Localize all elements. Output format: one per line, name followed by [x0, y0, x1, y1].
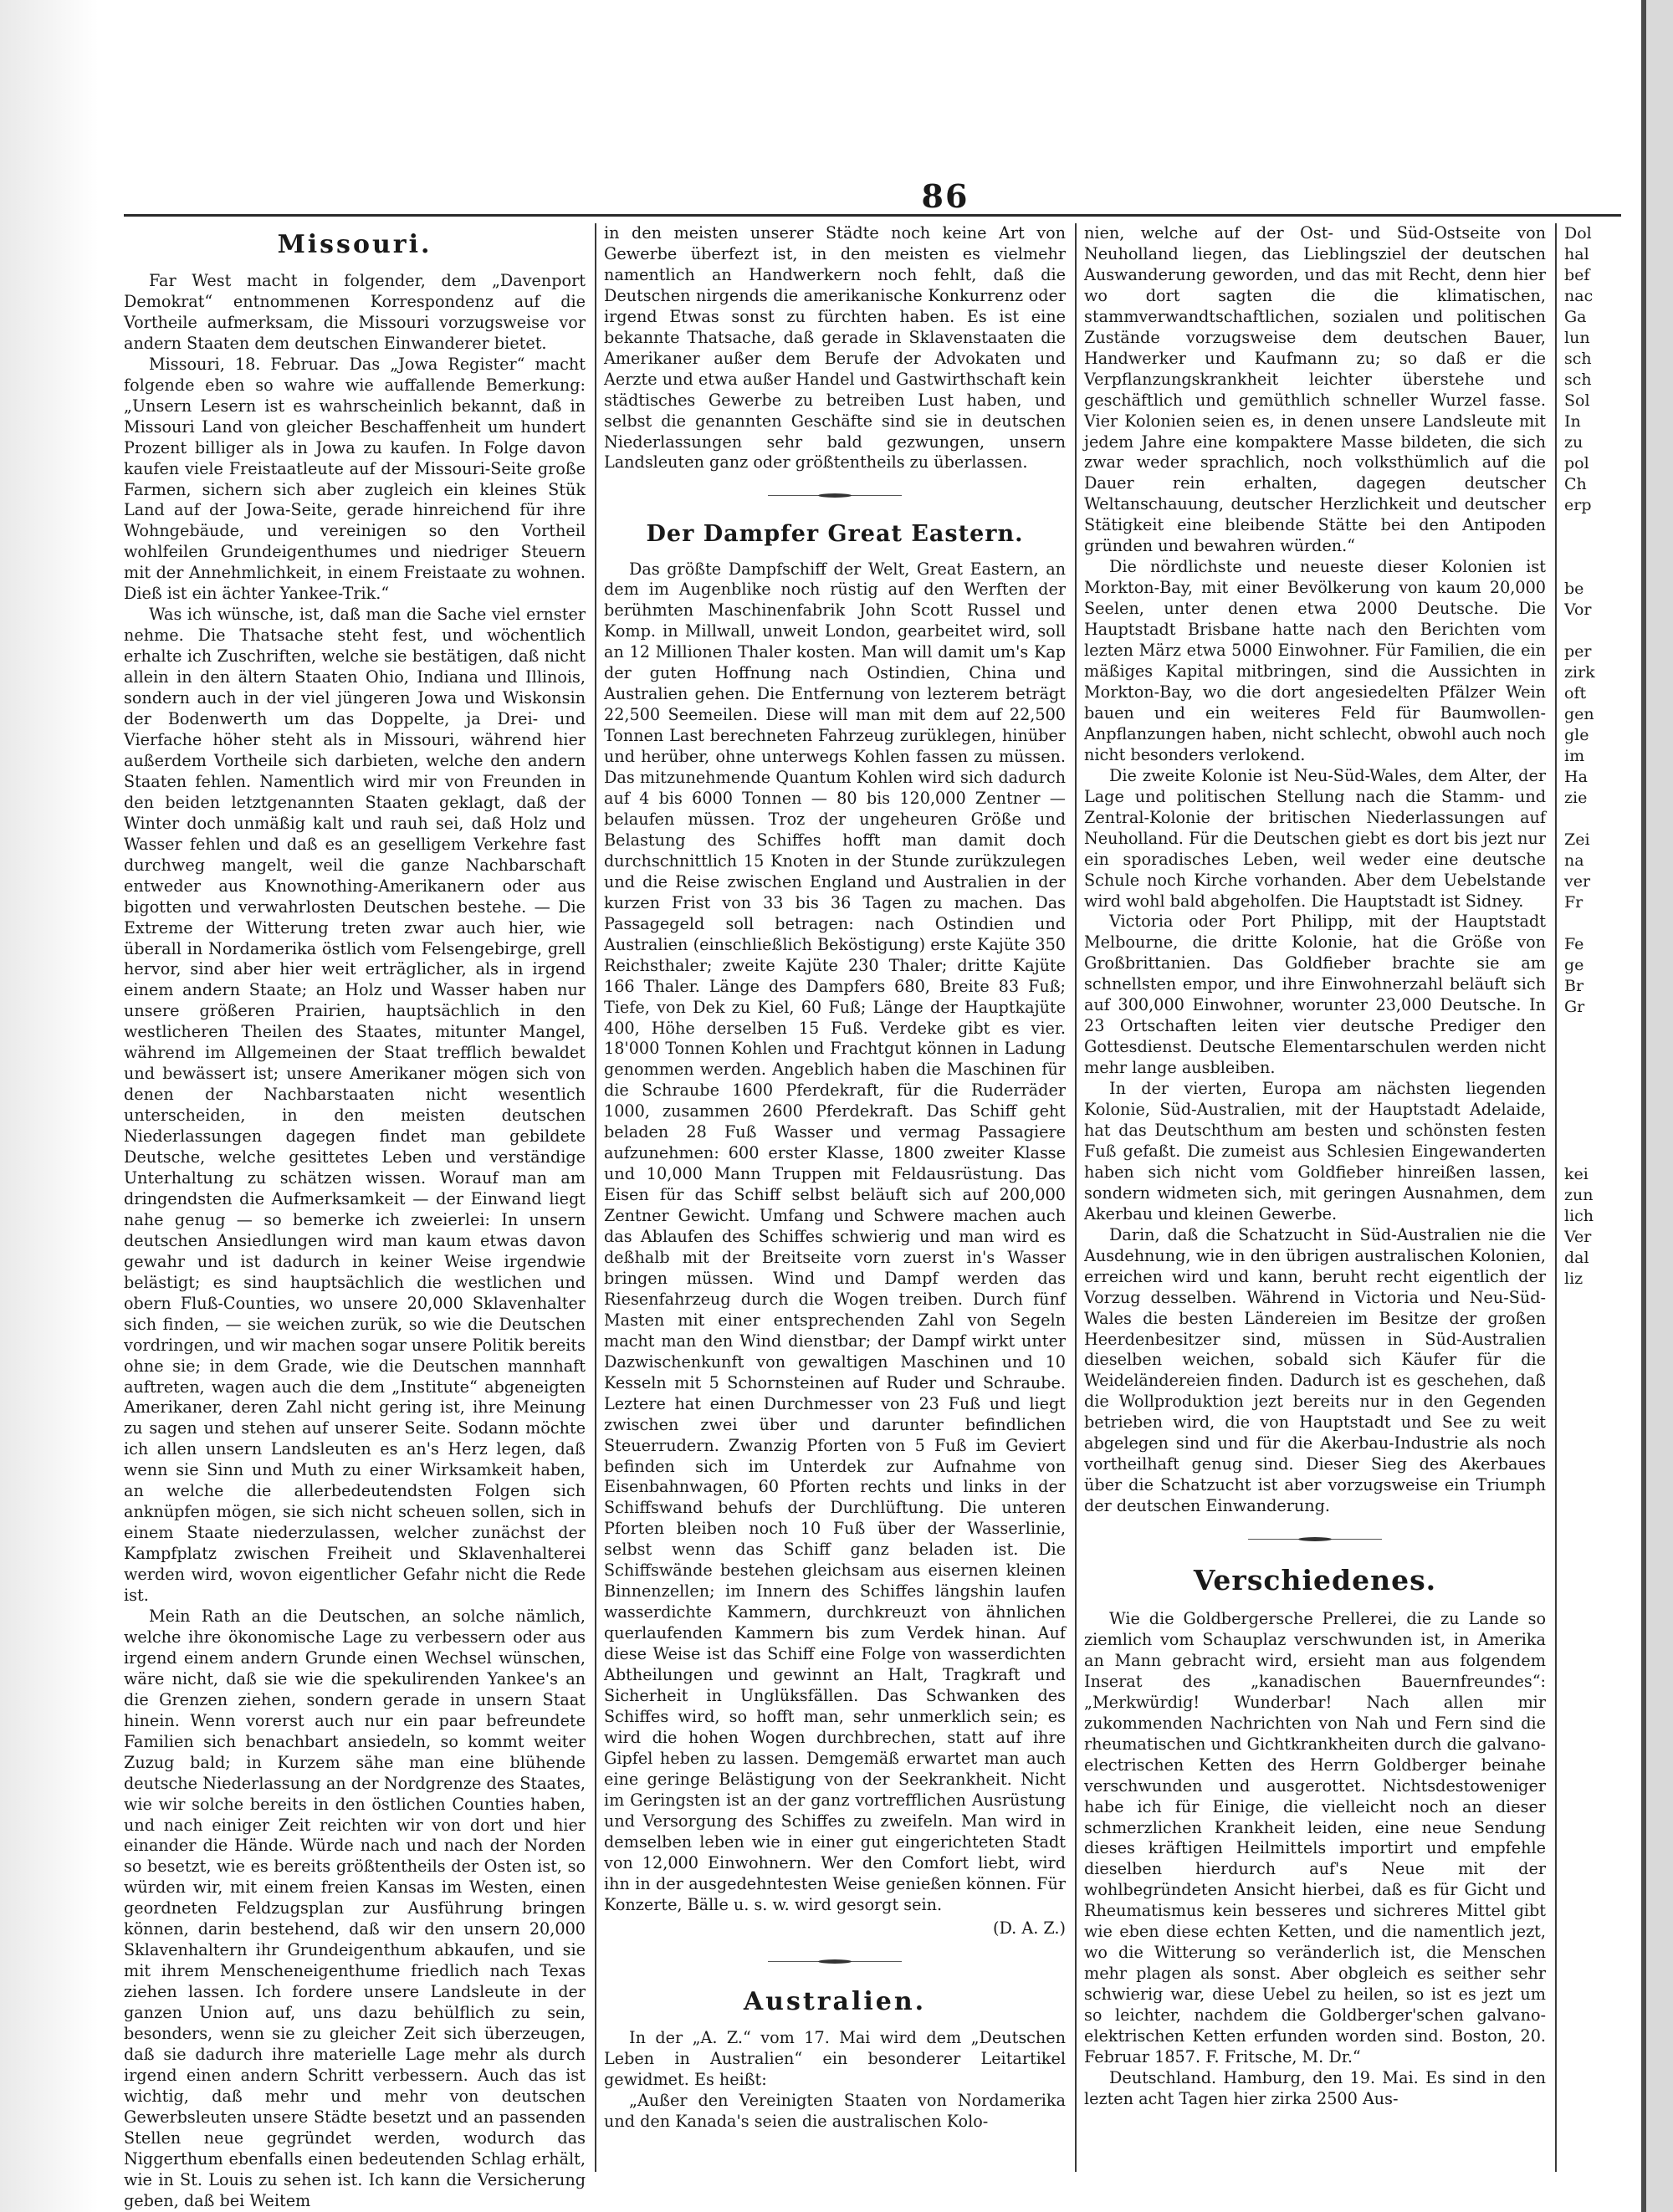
column-4-fragment: bef [1564, 266, 1590, 284]
column-4-fragment: In [1564, 412, 1581, 431]
article-paragraph: Darin, daß die Schatzucht in Süd-Australien nie die Ausdehnung, wie in den übrigen australischen Kolonien, erreichen wird und kann, beruht recht eigentlich der Vorzug desselben. Während in Victoria und Neu-Süd-Wales die besten Ländereien im Besitze der großen Heerdenbesitzer sind, müssen in Süd-Australien dieselben weichen, sobald sich Käufer für die Weideländereien finden. Dadurch ist es geschehen, daß die Wollproduktion jezt bereits nur in den Gegenden betrieben wird, die von Hauptstadt und See zu weit abgelegen sind und für die Akerbau-Industrie als noch vortheilhaft genug sind. Dieser Sieg des Akerbaues über die Schatzucht ist aber vorzugsweise ein Triumph der deutschen Einwanderung. [1084, 1224, 1546, 1516]
article-continuation: nien, welche auf der Ost- und Süd-Ostseite von Neuholland liegen, das Lieblingsziel der deutschen Auswanderung geworden, und das mit Recht, denn hier wo dort sagten die die klimatischen, stammverwandtschaftlichen, sozialen und politischen Zustände vorzugsweise dem deutschen Bauer, Handwerker und Kaufmann zu; so daß er die Verpflanzungskrankheit leichter überstehe und geschäftlich und gemüthlich schneller Wurzel fasse. Vier Kolonien seien es, in denen unsere Landsleute mit jedem Jahre eine kompaktere Masse bildeten, die sich zwar weder sprachlich, noch volksthümlich auf die Dauer rein erhalten, dagegen deutscher Weltanschauung, deutscher Herzlichkeit und deutscher Stätigkeit eine bleibende Stätte bei den Antipoden gründen und bewahren würden.“ [1084, 223, 1546, 556]
article-paragraph: In der vierten, Europa am nächsten liegenden Kolonie, Süd-Australien, mit der Hauptstadt Adelaide, hat das Deutschthum am besten und schönsten festen Fuß gefaßt. Die zumeist aus Schlesien Eingewanderten haben sich nicht vom Goldfieber hinreißen lassen, sondern widmeten sich, mit geringen Ausnahmen, dem Akerbau und kleinen Gewerbe. [1084, 1079, 1546, 1223]
column-4-fragment: Fr [1564, 893, 1583, 912]
column-divider [1075, 223, 1077, 2172]
scan-right-edge [1641, 0, 1673, 2212]
section-separator [768, 1961, 902, 1967]
column-4-fragment: im [1564, 747, 1585, 765]
column-4-fragment: ge [1564, 956, 1584, 974]
column-4-fragment: Ga [1564, 308, 1587, 326]
article-title-australien: Australien. [743, 1987, 927, 2017]
article-paragraph: Deutschland. Hamburg, den 19. Mai. Es sind in den lezten acht Tagen hier zirka 2500 Aus- [1084, 2067, 1546, 2108]
column-4-fragment: liz [1564, 1269, 1583, 1288]
page-number: 86 [921, 177, 970, 215]
article-source: (D. A. Z.) [992, 1918, 1066, 1939]
column-4-fragment: erp [1564, 496, 1592, 514]
column-4-fragment [1564, 621, 1621, 641]
column-4-fragment: Dol [1564, 224, 1592, 243]
article-paragraph: Die nördlichste und neueste dieser Kolonien ist Morkton-Bay, mit einer Bevölkerung von kaum 20,000 Seelen, unter denen etwa 2000 Deutsche. Die Hauptstadt Brisbane hatte nach den Berichten vom lezten März etwa 5000 Einwohner. Für Familien, die ein mäßiges Kapital mitbringen, sind die Aussichten in Morkton-Bay, wo die dort angesiedelten Pfälzer Wein bauen und ein weiteres Feld für Baumwollen-Anpflanzungen haben, nicht schlecht, obwohl auch noch nicht besonders verlokend. [1084, 557, 1546, 764]
column-4-fragment: oft [1564, 684, 1587, 702]
column-4-fragment [1564, 1101, 1621, 1122]
column-4-cut-off [1564, 223, 1621, 2180]
article-paragraph: Was ich wünsche, ist, daß man die Sache viel ernster nehme. Die Thatsache steht fest, und wöchentlich erhalte ich Zuschriften, welche sie bestätigen, daß nicht allein in den ältern Staaten Ohio, Indiana und Illinois, sondern auch in der viel jüngeren Jowa und Wiskonsin der Bodenwerth um das Doppelte, ja Drei- und Vierfache höher steht als in Missouri, während hier außerdem Vortheile sich darbieten, welche den andern Staaten fehlen. Namentlich wird mir von Freunden in den beiden letztgenannten Staaten geklagt, daß der Winter doch unmäßig kalt und rauh sei, daß Holz und Wasser fehlen und daß es an geselligem Verkehre fast durchweg mangelt, weil die ganze Nachbarschaft entweder aus Knownothing-Amerikanern oder aus bigotten und verwahrlosten Deutschen bestehe. — Die Extreme der Witterung treten zwar auch hier, wie überall in Nordamerika östlich vom Felsengebirge, grell hervor, sind aber hier weit erträglicher, als in irgend einem andern Staate; an Holz und Wasser haben nur unsere größeren Prairien, hauptsächlich in den westlicheren Theilen des Staates, mitunter Mangel, während im Allgemeinen der Staat trefflich bewaldet und bewässert ist; unsere Amerikaner mögen sich von denen der Nachbarstaaten nicht wesentlich unterscheiden, in den meisten deutschen Niederlassungen dagegen findet man gebildete Deutsche, welche gesittetes Leben und verständige Unterhaltung zu schätzen wissen. Worauf man am dringendsten die Aufmerksamkeit — der Einwand liegt nahe genug — so bemerke ich zweierlei: In unsern deutschen Ansiedlungen wird man kaum etwas davon gewahr und ist dadurch in keiner Weise irgendwie belästigt; es sind hauptsächlich die westlichen und obern Fluß-Counties, wo unsere 20,000 Sklavenhalter sich finden, — sie weichen zurük, so wie die Deutschen vordringen, und wir machen sogar unsere Politik bereits ohne sie; in dem Grade, wie die Deutschen mannhaft auftreten, wagen auch die dem „Institute“ abgeneigten Amerikaner, deren Zahl nicht gering ist, ihre Meinung zu sagen und stehen auf unserer Seite. Sodann möchte ich allen unsern Landsleuten es an's Herz legen, daß wenn sie Sinn und Muth zu einer Wirksamkeit haben, an welche die allerbedeutendsten Folgen sich anknüpfen mögen, sie sich nicht scheuen sollen, sich in einem Staate niederzulassen, welcher zunächst der Kampfplatz zwischen Freiheit und Sklavenhalterei werden wird, wovon eigentlicher Gefahr nicht die Rede ist. [124, 605, 586, 1606]
column-4-fragment [1564, 1060, 1621, 1080]
column-4-fragment [1564, 537, 1621, 558]
column-4-fragment: hal [1564, 245, 1589, 263]
article-paragraph: In der „A. Z.“ vom 17. Mai wird dem „Deutschen Leben in Australien“ ein besonderer Leitartikel gewidmet. Es heißt: [604, 2028, 1066, 2090]
column-4-fragment: Sol [1564, 391, 1590, 410]
column-4-fragment: Vor [1564, 600, 1592, 619]
column-4-fragment: zie [1564, 789, 1588, 807]
column-4-fragment [1564, 809, 1621, 830]
article-paragraph: Die zweite Kolonie ist Neu-Süd-Wales, dem Alter, der Lage und politischen Stellung nach die Stamm- und Zentral-Kolonie der britischen Niederlassungen auf Neuholland. Für die Deutschen giebt es dort bis jezt nur ein sporadisches Leben, weil weder eine deutsche Schule noch Kirche vorhanden. Aber dem Uebelstande wird wohl bald abgeholfen. Die Hauptstadt ist Sidney. [1084, 765, 1546, 911]
newspaper-page [124, 214, 1621, 2210]
column-4-fragment: gen [1564, 705, 1594, 723]
article-paragraph: Far West macht in folgender, dem „Davenport Demokrat“ entnommenen Korrespondenz auf die Vortheile aufmerksam, die Missouri vorzugsweise vor andern Staaten dem deutschen Einwanderer bietet. [124, 271, 586, 353]
column-4-fragment: gle [1564, 726, 1589, 744]
column-4-fragment: Zei [1564, 830, 1590, 849]
scan-left-margin [0, 0, 99, 2212]
column-4-fragment: Ha [1564, 768, 1588, 786]
column-4-fragment [1564, 1039, 1621, 1060]
section-separator [1248, 1539, 1382, 1545]
column-4-fragment: Gr [1564, 998, 1585, 1016]
section-separator [768, 495, 902, 501]
column-4-fragment: per [1564, 642, 1592, 661]
column-2 [604, 223, 1066, 2180]
column-4-fragment: dal [1564, 1249, 1589, 1267]
article-paragraph: Wie die Goldbergersche Prellerei, die zu Lande so ziemlich vom Schauplaz verschwunden ist, in Amerika an Mann gebracht wird, ersieht man aus folgendem Inserat des „kanadischen Bauernfreundes“: „Merkwürdig! Wunderbar! Nach allen mir zukommenden Nachrichten von Nah und Fern sind die rheumatischen und Gichtkrankheiten durch die galvano-electrischen Ketten des Herrn Goldberger beinahe verschwunden und ausgerottet. Nichtsdestoweniger habe ich für Einige, die vielleicht noch an dieser schmerzlichen Krankheit leiden, eine neue Sendung dieses kräftigen Heilmittels importirt und empfehle dieselben hierdurch auf's Neue mit der wohlbegründeten Ansicht hierbei, daß es für Gicht und Rheumatismus kein besseres und sichreres Mittel gibt wie eben diese echten Ketten, und die namentlich jezt, wo die Witterung so veränderlich ist, die Menschen mehr plagen als sonst. Aber obgleich es seither sehr schwierig war, diese Uebel zu heilen, so ist es jezt um so leichter, nachdem die Goldberger'schen galvano-elektrischen Ketten erfunden worden sind. Boston, 20. Februar 1857. F. Fritsche, M. Dr.“ [1084, 1608, 1546, 2066]
column-4-fragment: pol [1564, 454, 1589, 473]
column-4-fragment [1564, 1080, 1621, 1101]
column-divider [1555, 223, 1557, 2172]
article-paragraph: „Außer den Vereinigten Staaten von Nordamerika und den Kanada's seien die australischen Kolo- [604, 2091, 1066, 2132]
column-4-fragment: lich [1564, 1207, 1594, 1225]
article-title-verschiedenes: Verschiedenes. [1193, 1564, 1437, 1597]
article-title-great-eastern: Der Dampfer Great Eastern. [646, 521, 1024, 548]
column-4-fragment: kei [1564, 1165, 1589, 1183]
column-4-fragment: zirk [1564, 663, 1595, 682]
column-4-fragment [1564, 558, 1621, 579]
column-3 [1084, 223, 1546, 2180]
article-continuation: in den meisten unserer Städte noch keine Art von Gewerbe überfezt ist, in den meisten es vielmehr namentlich an Handwerkern noch fehlt, daß die Deutschen nirgends die amerikanische Konkurrenz oder irgend Etwas sonst zu fürchten haben. Es ist eine bekannte Thatsache, daß gerade in Sklavenstaaten die Amerikaner außer dem Berufe der Advokaten und Aerzte und etwa außer Handel und Gastwirthschaft kein städtisches Gewerbe zu betreiben Lust haben, und selbst die genannten Geschäfte sind sie in deutschen Niederlassungen sehr bald gezwungen, unsern Landsleuten ganz oder größtentheils zu überlassen. [604, 223, 1066, 473]
column-4-fragment: be [1564, 580, 1584, 598]
column-4-fragment [1564, 516, 1621, 537]
column-4-fragment: Ver [1564, 1228, 1592, 1246]
column-4-fragment: Br [1564, 977, 1584, 995]
column-4-fragment: zu [1564, 433, 1583, 452]
column-4-fragment: Fe [1564, 935, 1584, 953]
column-4-fragment: zun [1564, 1186, 1594, 1204]
column-4-fragment: na [1564, 851, 1584, 870]
column-1 [124, 223, 586, 2210]
column-4-fragment [1564, 913, 1621, 934]
article-paragraph: Mein Rath an die Deutschen, an solche nämlich, welche ihre ökonomische Lage zu verbessern oder aus irgend einem andern Grunde einen Wechsel wünschen, wäre nicht, daß sie wie die spekulirenden Yankee's an die Grenzen ziehen, sondern gerade in unsern Staat hinein. Wenn vorerst auch nur ein paar befreundete Familien sich benachbart ansiedeln, so kommt weiter Zuzug bald; in Kurzem sähe man eine blühende deutsche Niederlassung an der Nordgrenze des Staates, wie wir solche bereits in den östlichen Counties haben, und nach einiger Zeit reichten wir von dort und hier einander die Hände. Würde nach und nach der Norden so besetzt, wie es bereits größtentheils der Osten ist, so würden wir, mit einem freien Kansas im Westen, einen geordneten Feldzugsplan zur Ausführung bringen können, darin bestehend, daß wir den unsern 20,000 Sklavenhaltern ihr Grundeigenthum abkaufen, und sie mit ihrem Menscheneigenthume friedlich nach Texas ziehen lassen. Ich fordere unsere Landsleute in der ganzen Union auf, uns dazu behülflich zu sein, besonders, wenn sie zu gleicher Zeit sich überzeugen, daß sie dadurch ihre materielle Lage mehr als durch irgend einen andern Schritt verbessern. Auch das ist wichtig, daß mehr und mehr von deutschen Gewerbsleuten unsere Städte besetzt und an passenden Stellen neue gegründet werden, wodurch das Niggerthum ebenfalls einen bedeutenden Schlag erhält, wie in St. Louis zu sehen ist. Ich kann die Versicherung geben, daß bei Weitem [124, 1607, 586, 2210]
column-divider [595, 223, 596, 2172]
column-4-fragment: nac [1564, 287, 1594, 305]
column-4-fragment [1564, 1018, 1621, 1039]
column-4-fragment [1564, 1143, 1621, 1164]
column-4-fragment [1564, 1122, 1621, 1143]
article-paragraph: Victoria oder Port Philipp, mit der Hauptstadt Melbourne, die dritte Kolonie, hat die Größe von Großbrittanien. Das Goldfieber brachte sie am schnellsten empor, und ihre Einwohnerzahl beläuft sich auf 300,000 Einwohner, worunter 23,000 Deutsche. In 23 Ortschaften leiten vier deutsche Prediger den Gottesdienst. Deutsche Elementarschulen werden nicht mehr lange ausbleiben. [1084, 912, 1546, 1078]
column-4-fragment: lun [1564, 329, 1590, 347]
article-paragraph: Missouri, 18. Februar. Das „Jowa Register“ macht folgende eben so wahre wie auffallende Bemerkung: „Unsern Lesern ist es wahrscheinlich bekannt, daß in Missouri Land von gleicher Beschaffenheit um hundert Prozent billiger als in Jowa zu kaufen. In Folge davon kaufen viele Freistaatleute auf der Missouri-Seite große Farmen, sichern sich aber zugleich ein kleines Stük Land auf der Jowa-Seite, gerade hinreichend für ihre Wohngebäude, und vereinigen so den Vortheil wohlfeilen Grundeigenthumes und niedriger Steuern mit der Annehmlichkeit, in einem Freistaate zu wohnen. Dieß ist ein ächter Yankee-Trik.“ [124, 354, 586, 604]
article-paragraph: Das größte Dampfschiff der Welt, Great Eastern, an dem im Augenblike noch rüstig auf den Werften der berühmten Maschinenfabrik John Scott Russel und Komp. in Millwall, unweit London, gearbeitet wird, soll an 12 Millionen Thaler kosten. Man will damit um's Kap der guten Hoffnung nach Ostindien, China und Australien gehen. Die Entfernung von lezterem beträgt 22,500 Seemeilen. Diese will man mit dem auf 22,500 Tonnen Last berechneten Fahrzeug zurüklegen, hinüber und herüber, ohne unterwegs Kohlen fassen zu müssen. Das mitzunehmende Quantum Kohlen wird sich dadurch auf 4 bis 6000 Tonnen — 80 bis 120,000 Zentner — belaufen müssen. Troz der ungeheuren Größe und Belastung des Schiffes hofft man damit doch durchschnittlich 15 Knoten in der Stunde zurükzulegen und die Reise zwischen England und Australien in der kurzen Frist von 33 bis 36 Tagen zu machen. Das Passagegeld soll betragen: nach Ostindien und Australien (einschließlich Beköstigung) erste Kajüte 350 Reichsthaler; zweite Kajüte 230 Thaler; dritte Kajüte 166 Thaler. Länge des Dampfers 680, Breite 83 Fuß; Tiefe, von Dek zu Kiel, 60 Fuß; Länge der Hauptkajüte 400, Höhe derselben 15 Fuß. Verdeke gibt es vier. 18'000 Tonnen Kohlen und Frachtgut können in Ladung genommen werden. Angeblich haben die Maschinen für die Schraube 1600 Pferdekraft, für die Ruderräder 1000, zusammen 2600 Pferdekraft. Das Schiff geht beladen 28 Fuß Wasser und vermag Passagiere aufzunehmen: 600 erster Klasse, 1800 zweiter Klasse und 10,000 Mann Truppen mit Feldausrüstung. Das Eisen für das Schiff selbst beläuft sich auf 200,000 Zentner Gewicht. Umfang und Schwere machen auch das Ablaufen des Schiffes schwierig und man wird es deßhalb mit der Breitseite vorn zuerst in's Wasser bringen müssen. Wind und Dampf werden das Riesenfahrzeug durch die Wogen treiben. Durch fünf Masten mit einer entsprechenden Zahl von Segeln macht man den Wind dienstbar; der Dampf wirkt unter Dazwischenkunft von gewaltigen Maschinen und 10 Kesseln mit 5 Schornsteinen auf Ruder und Schraube. Leztere hat einen Durchmesser von 23 Fuß und liegt zwischen zwei über und darunter befindlichen Steuerrudern. Zwanzig Pforten von 5 Fuß im Geviert befinden sich im Unterdek zur Aufnahme von Eisenbahnwagen, 60 Pforten rechts und links in der Schiffswand behufs der Durchlüftung. Die unteren Pforten bleiben noch 10 Fuß über der Wasserlinie, selbst wenn das Schiff ganz beladen ist. Die Schiffswände bestehen gleichsam aus eisernen kleinen Binnenzellen; im Innern des Schiffes längshin laufen wasserdichte Kammern, durchkreuzt von ähnlichen querlaufenden Kammern bis zum Verdek hinan. Auf diese Weise ist das Schiff eine Folge von wasserdichten Abtheilungen und gewinnt an Halt, Tragkraft und Sicherheit in Unglüksfällen. Das Schwanken des Schiffes wird, so hofft man, sehr unmerklich sein; es wird die hohen Wogen durchbrechen, statt auf ihre Gipfel heben zu lassen. Demgemäß erwartet man auch eine geringe Belästigung von der Seekrankheit. Nicht im Geringsten ist an der ganz vortrefflichen Ausrüstung und Versorgung des Schiffes zu zweifeln. Man wird in demselben leben wie in einer gut eingerichteten Stadt von 12,000 Einwohnern. Wer den Comfort liebt, wird ihn in der ausgedehntesten Weise genießen können. Für Konzerte, Bälle u. s. w. wird gesorgt sein. [604, 559, 1066, 1914]
column-4-fragment: Ch [1564, 475, 1587, 493]
column-4-fragment: sch [1564, 350, 1592, 368]
column-4-fragment: ver [1564, 872, 1591, 891]
column-4-fragment: sch [1564, 370, 1592, 389]
article-title-missouri: Missouri. [277, 230, 432, 259]
